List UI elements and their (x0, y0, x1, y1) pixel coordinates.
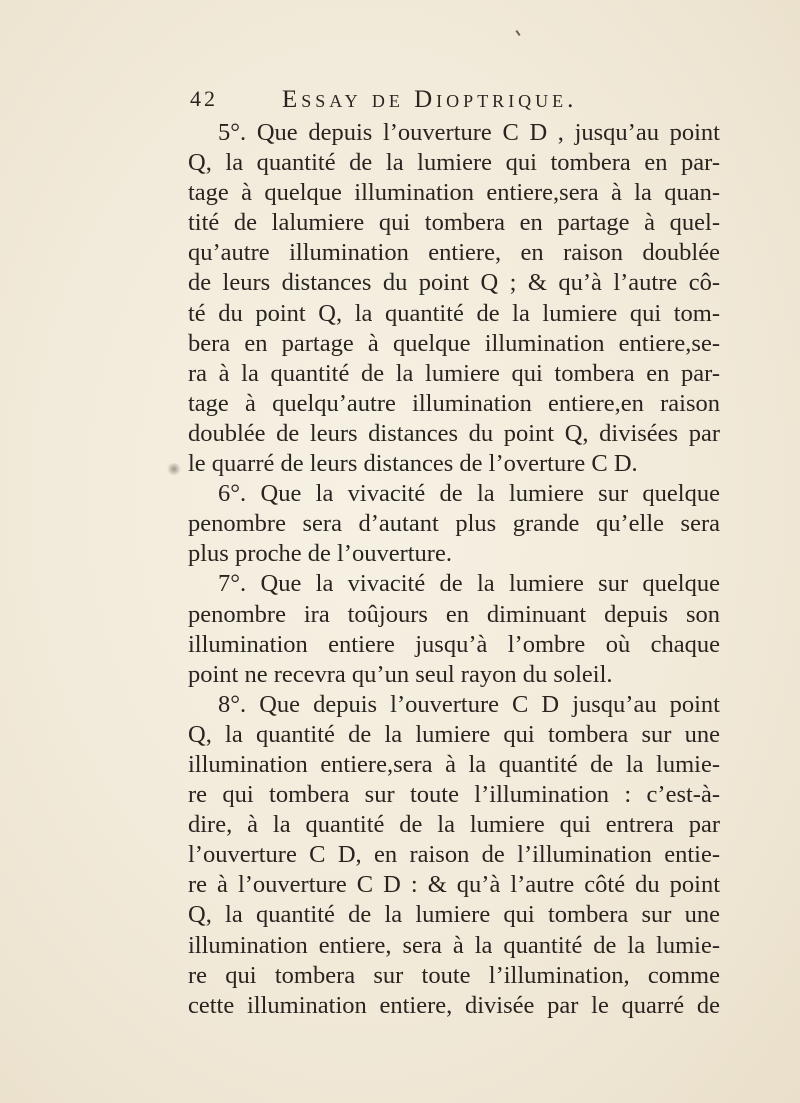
text-line: tité de lalumiere qui tombera en partage à quel- (188, 209, 720, 237)
text-line: té du point Q, la quantité de la lumiere qui tom- (188, 299, 720, 327)
text-line: le quarré de leurs distances de l’overture C D. (188, 450, 638, 478)
text-line: 6°. Que la vivacité de la lumiere sur quelque (218, 480, 720, 508)
page-header (190, 86, 720, 120)
running-title: Essay de Dioptrique. (282, 86, 578, 113)
text-line: penombre sera d’autant plus grande qu’elle sera (188, 510, 720, 538)
text-line: cette illumination entiere, divisée par le quarré de (188, 991, 720, 1019)
text-line: Q, la quantité de la lumiere qui tombera sur une (188, 720, 720, 748)
text-line: bera en partage à quelque illumination entiere,se- (188, 329, 720, 357)
text-line: plus proche de l’ouverture. (188, 540, 452, 568)
text-line: doublée de leurs distances du point Q, divisées par (188, 419, 720, 447)
ink-speck (515, 30, 520, 36)
text-line: re à l’ouverture C D : & qu’à l’autre côté du point (188, 871, 720, 899)
text-line: 8°. Que depuis l’ouverture C D jusqu’au point (218, 690, 720, 718)
ink-blot (167, 463, 181, 475)
body-text (188, 118, 720, 1021)
text-line: 5°. Que depuis l’ouverture C D , jusqu’au point (218, 119, 720, 146)
text-line: ra à la quantité de la lumiere qui tombera en par- (188, 359, 720, 387)
text-line: qu’autre illumination entiere, en raison doublée (188, 239, 720, 267)
text-line: tage à quelque illumination entiere,sera à la quan- (188, 179, 720, 207)
text-line: Q, la quantité de la lumiere qui tombera sur une (188, 901, 720, 929)
text-line: 7°. Que la vivacité de la lumiere sur quelque (218, 570, 720, 598)
page-number: 42 (190, 86, 218, 111)
text-line: tage à quelqu’autre illumination entiere,en raison (188, 389, 720, 417)
text-line: penombre ira toûjours en diminuant depuis son (188, 600, 720, 628)
text-line: dire, à la quantité de la lumiere qui entrera par (188, 811, 720, 839)
text-line: de leurs distances du point Q ; & qu’à l’autre cô- (188, 269, 720, 297)
text-line: l’ouverture C D, en raison de l’illumination entie- (188, 841, 720, 869)
text-line: point ne recevra qu’un seul rayon du soleil. (188, 660, 613, 688)
text-line: re qui tombera sur toute l’illumination, comme (188, 961, 720, 989)
text-line: Q, la quantité de la lumiere qui tombera en par- (188, 149, 720, 177)
text-line: illumination entiere, sera à la quantité de la lumie- (188, 931, 720, 959)
text-line: illumination entiere,sera à la quantité de la lumie- (188, 750, 720, 778)
text-line: re qui tombera sur toute l’illumination : c’est-à- (188, 781, 720, 809)
text-line: illumination entiere jusqu’à l’ombre où chaque (188, 630, 720, 658)
